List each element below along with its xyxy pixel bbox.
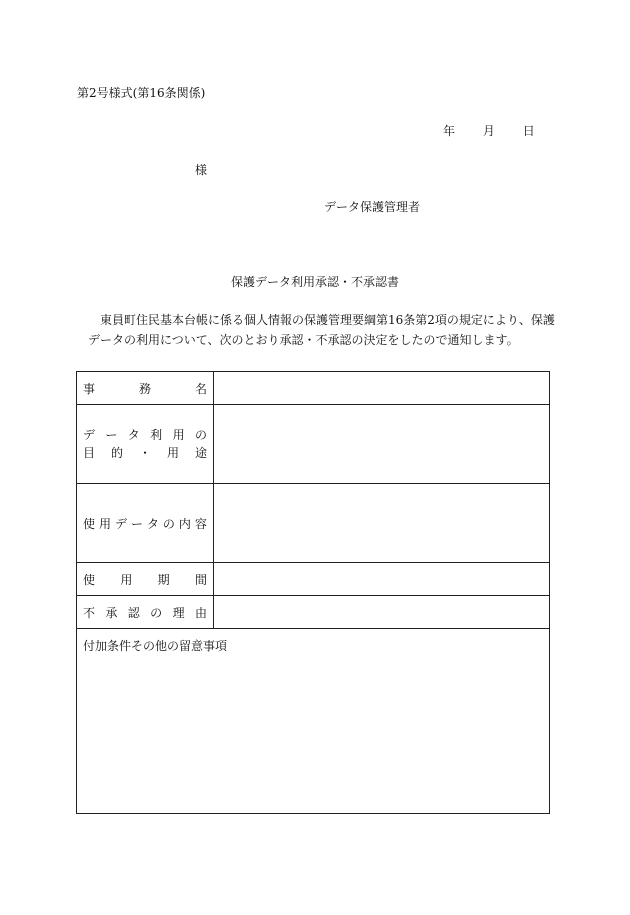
addressee-suffix: 様: [195, 163, 208, 177]
value-rejection-reason[interactable]: [214, 596, 550, 629]
value-purpose[interactable]: [214, 405, 550, 484]
label-task-name: 事 務 名: [77, 372, 214, 405]
label-purpose: デ ー タ 利 用 の 目 的 ・ 用 途: [77, 405, 214, 484]
value-period[interactable]: [214, 563, 550, 596]
row-purpose: [77, 405, 550, 484]
label-data-content: 使 用 デ ー タ の 内 容: [77, 484, 214, 563]
label-rejection-reason: 不 承 認 の 理 由: [77, 596, 214, 629]
form-number: 第2号様式(第16条関係): [77, 86, 206, 100]
date-line: [443, 122, 535, 139]
label-period: 使 用 期 間: [77, 563, 214, 596]
row-period: [77, 563, 550, 596]
value-data-content[interactable]: [214, 484, 550, 563]
document-title: 保護データ利用承認・不承認書: [230, 275, 399, 289]
form-table: [76, 371, 550, 814]
row-data-content: [77, 484, 550, 563]
date-day-label: 日: [522, 124, 535, 138]
row-rejection-reason: [77, 596, 550, 629]
date-year-label: 年: [443, 124, 456, 138]
row-task-name: [77, 372, 550, 405]
notes-cell[interactable]: [77, 629, 550, 814]
label-notes: 付加条件その他の留意事項: [83, 639, 228, 653]
body-text: 東員町住民基本台帳に係る個人情報の保護管理要綱第16条第2項の規定により、保護データの利用について、次のとおり承認・不承認の決定をしたので通知します。: [88, 313, 555, 347]
issuer-name: データ保護管理者: [324, 200, 421, 214]
row-notes: [77, 629, 550, 814]
value-task-name[interactable]: [214, 372, 550, 405]
date-month-label: 月: [482, 124, 495, 138]
